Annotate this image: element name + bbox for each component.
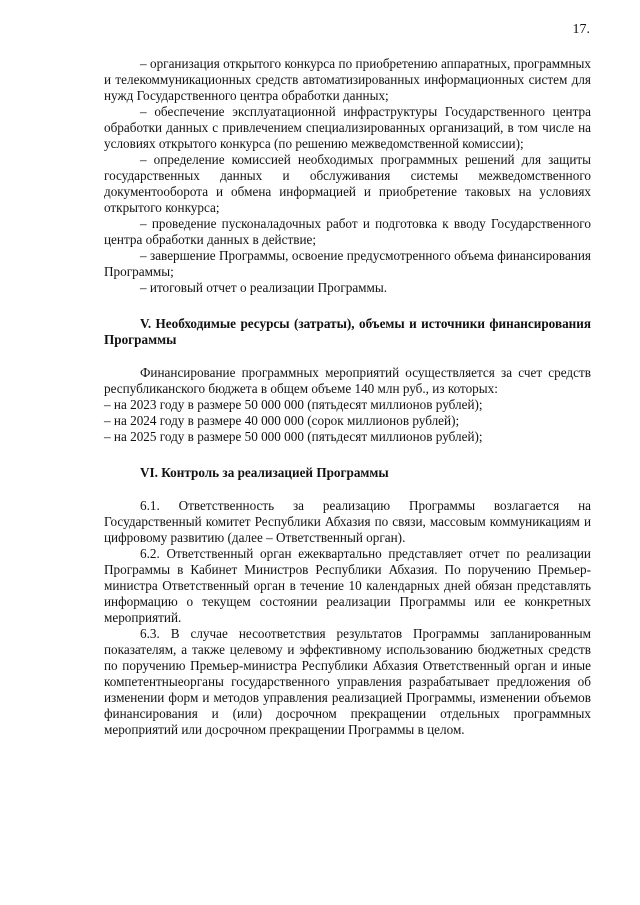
funding-year-item: – на 2023 году в размере 50 000 000 (пятьдесят миллионов рублей);	[104, 397, 483, 412]
clause-6-2: 6.2. Ответственный орган ежеквартально представляет отчет по реализации Программы в Кабинет Министров Республики Абхазия. По поручению Премьер-министра Ответственный орган в течение 10 календарных дней обязан представлять информацию о текущем состоянии реализации Программы или ее конкретных мероприятий.	[104, 546, 591, 625]
clause-6-3: 6.3. В случае несоответствия результатов Программы запланированным показателям, а также целевому и эффективному использованию бюджетных средств по поручению Премьер-министра Республики Абхазия Ответственный орган и иные компетентныеорганы государственного управления разрабатывает предложения об изменении форм и методов управления реализацией Программы, изменении объемов финансирования и (или) досрочном прекращении отдельных программных мероприятий или досрочном прекращении Программы в целом.	[104, 626, 591, 737]
list-item: – организация открытого конкурса по приобретению аппаратных, программных и телекоммуникационных средств автоматизированных информационных систем для нужд Государственного центра обработки данных;	[104, 56, 591, 103]
funding-year-item: – на 2024 году в размере 40 000 000 (сорок миллионов рублей);	[104, 413, 460, 428]
section-heading-5: V. Необходимые ресурсы (затраты), объемы и источники финансирования Программы	[104, 316, 591, 347]
list-item: – обеспечение эксплуатационной инфраструктуры Государственного центра обработки данных с привлечением специализированных организаций, в том числе на условиях открытого конкурса (по решению межведомственной комиссии);	[104, 104, 591, 151]
list-item: – завершение Программы, освоение предусмотренного объема финансирования Программы;	[104, 248, 591, 279]
list-item: – определение комиссией необходимых программных решений для защиты государственных данных и обслуживания системы межведомственного документооборота и обмена информацией и приобретение таковых на условиях открытого конкурса;	[104, 152, 591, 215]
funding-intro: Финансирование программных мероприятий осуществляется за счет средств республиканского бюджета в общем объеме 140 млн руб., из которых:	[104, 365, 591, 396]
page-number: 17.	[572, 22, 590, 37]
list-item: – проведение пусконаладочных работ и подготовка к вводу Государственного центра обработки данных в действие;	[104, 216, 591, 247]
clause-6-1: 6.1. Ответственность за реализацию Программы возлагается на Государственный комитет Республики Абхазия по связи, массовым коммуникациям и цифровому развитию (далее – Ответственный орган).	[104, 498, 591, 545]
funding-year-item: – на 2025 году в размере 50 000 000 (пятьдесят миллионов рублей);	[104, 429, 483, 444]
page-body	[104, 56, 591, 738]
list-item: – итоговый отчет о реализации Программы.	[140, 280, 388, 295]
section-heading-6: VI. Контроль за реализацией Программы	[140, 465, 389, 480]
